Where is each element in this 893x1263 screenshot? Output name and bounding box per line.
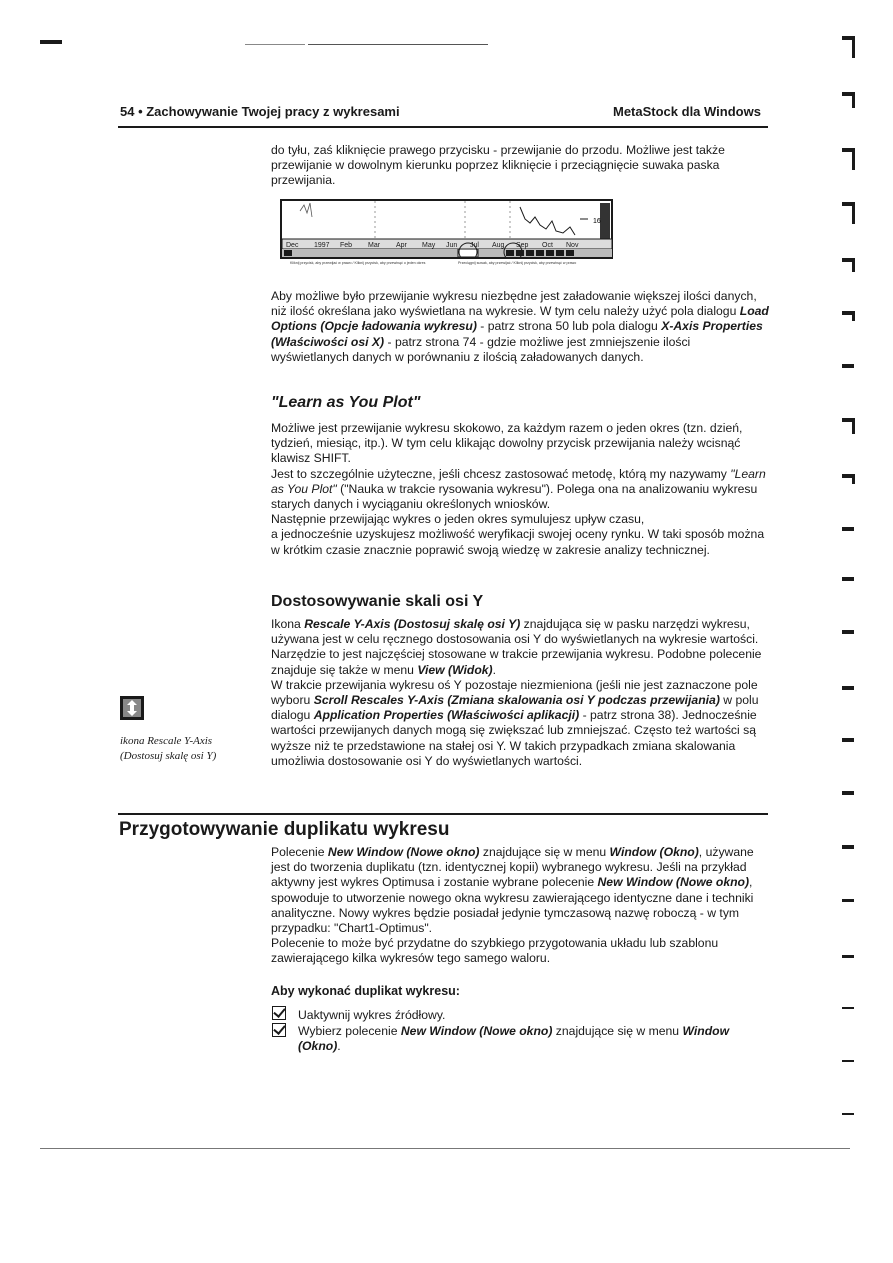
step-1: Uaktywnij wykres źródłowy. <box>298 1008 446 1022</box>
top-rule-2 <box>308 44 488 45</box>
intro-paragraph: do tyłu, zaś kliknięcie prawego przycisku - przewijanie do przodu. Możliwe jest także przewijanie w dowolnym kierunku poprzez kliknięcie i przeciągnięcie suwaka paska przewijania. <box>271 143 725 188</box>
chart-scroll-illustration <box>280 199 614 259</box>
month-label: May <box>422 242 436 249</box>
rescale-heading: Dostosowywanie skali osi Y <box>271 593 484 610</box>
month-label: Dec <box>286 242 299 249</box>
header-rule <box>118 126 768 128</box>
steps-heading: Aby wykonać duplikat wykresu: <box>271 984 460 998</box>
value-label: 16 <box>593 218 601 225</box>
month-label: Sep <box>516 242 529 249</box>
month-label: Jun <box>446 242 458 249</box>
month-label: Aug <box>492 242 505 249</box>
figure-caption-left: Kliknij przycisk, aby przewijać w prawo / Kliknij przycisk, aby przewinąć o jeden okres <box>290 261 426 265</box>
rescale-icon-caption: ikona Rescale Y-Axis (Dostosuj skalę osi Y) <box>120 735 217 762</box>
bottom-rule <box>40 1148 850 1149</box>
month-label: Oct <box>542 242 553 249</box>
month-label: Mar <box>368 242 381 249</box>
section-rule <box>118 813 768 815</box>
learn-heading: "Learn as You Plot" <box>271 394 421 411</box>
figure-caption-right: Przeciągnij suwak, aby przewijać / Kliknij przycisk, aby przewinąć w prawo <box>458 261 577 265</box>
scrollbar-figure <box>280 199 614 265</box>
top-left-mark <box>40 40 62 44</box>
month-label: Nov <box>566 242 579 249</box>
top-rule-1 <box>245 44 305 45</box>
step-2: Wybierz polecenie New Window (Nowe okno) znajdujące się w menu Window (Okno). <box>298 1024 730 1054</box>
running-header-right: MetaStock dla Windows <box>613 104 761 119</box>
rescale-y-axis-icon <box>120 696 144 720</box>
duplicate-heading: Przygotowywanie duplikatu wykresu <box>119 819 450 840</box>
rescale-paragraph: Ikona Rescale Y-Axis (Dostosuj skalę osi Y) znajdująca się w pasku narzędzi wykresu, używana jest w celu ręcznego dostosowania osi Y do wyświetlanych na wykresie wartości. Narzędzie to jest najczęściej stosowane w trakcie przewijania wykresu. Podobne polecenie znajduje się także w menu View (Widok). W trakcie przewijania wykresu oś Y pozostaje niezmieniona (jeśli nie jest zaznaczone pole wyboru Scroll Rescales Y-Axis (Zmiana skalowania osi Y podczas przewijania) w polu dialogu Application Properties (Właściwości aplikacji) - patrz strona 38). Jednocześnie wartości przewijanych danych mogą się zwiększać lub zmniejszać. Często też wartości są wyższe niż te przedstawione na stałej osi Y. W takich przypadkach zmiana skalowania umożliwia dostosowanie osi Y do wyświetlanych wartości. <box>271 617 762 768</box>
running-header-left: 54 • Zachowywanie Twojej pracy z wykresami <box>120 104 400 119</box>
load-data-paragraph: Aby możliwe było przewijanie wykresu niezbędne jest załadowanie większej ilości danych, niż ilość określana jako wyświetlana na wykresie. W tym celu należy użyć pola dialogu Load Options (Opcje ładowania wykresu) - patrz strona 50 lub pola dialogu X-Axis Properties (Właściwości osi X) - patrz strona 74 - gdzie możliwe jest zmniejszenie ilości wyświetlanych danych w porównaniu z ilością załadowanych danych. <box>271 289 769 364</box>
month-label: Apr <box>396 242 407 249</box>
month-label: Feb <box>340 242 353 249</box>
month-label: Jul <box>470 242 479 249</box>
step-1-check-icon <box>272 1006 286 1020</box>
learn-paragraph: Możliwe jest przewijanie wykresu skokowo, za każdym razem o jeden okres (tzn. dzień, tydzień, miesiąc, itp.). W tym celu klikając dowolny przycisk przewijania należy wcisnąć klawisz SHIFT. Jest to szczególnie użyteczne, jeśli chcesz zastosować metodę, którą my nazywamy "Learn as You Plot" ("Nauka w trakcie rysowania wykresu"). Polega ona na analizowaniu wykresu starych danych i wyciąganiu określonych wniosków. Następnie przewijając wykres o jeden okres symulujesz upływ czasu, a jednocześnie uzyskujesz możliwość weryfikacji swojej oceny rynku. W taki sposób można w krótkim czasie znacznie poprawić swoją wiedzę w zakresie analizy technicznej. <box>271 421 766 557</box>
month-label: 1997 <box>314 242 330 249</box>
duplicate-paragraph: Polecenie New Window (Nowe okno) znajdujące się w menu Window (Okno), używane jest do tworzenia duplikatu (tzn. identycznej kopii) wybranego wykresu. Jeśli na przykład aktywny jest wykres Optimusa i zostanie wybrane polecenie New Window (Nowe okno), spowoduje to utworzenie nowego okna wykresu zawierającego identyczne dane i techniki analityczne. Nowy wykres będzie posiadał jedynie tymczasową nazwę roboczą - w tym przypadku: "Chart1-Optimus". Polecenie to może być przydatne do szybkiego przygotowania układu lub szablonu zawierającego kilka wykresów tego samego waloru. <box>271 845 754 966</box>
step-2-check-icon <box>272 1023 286 1037</box>
